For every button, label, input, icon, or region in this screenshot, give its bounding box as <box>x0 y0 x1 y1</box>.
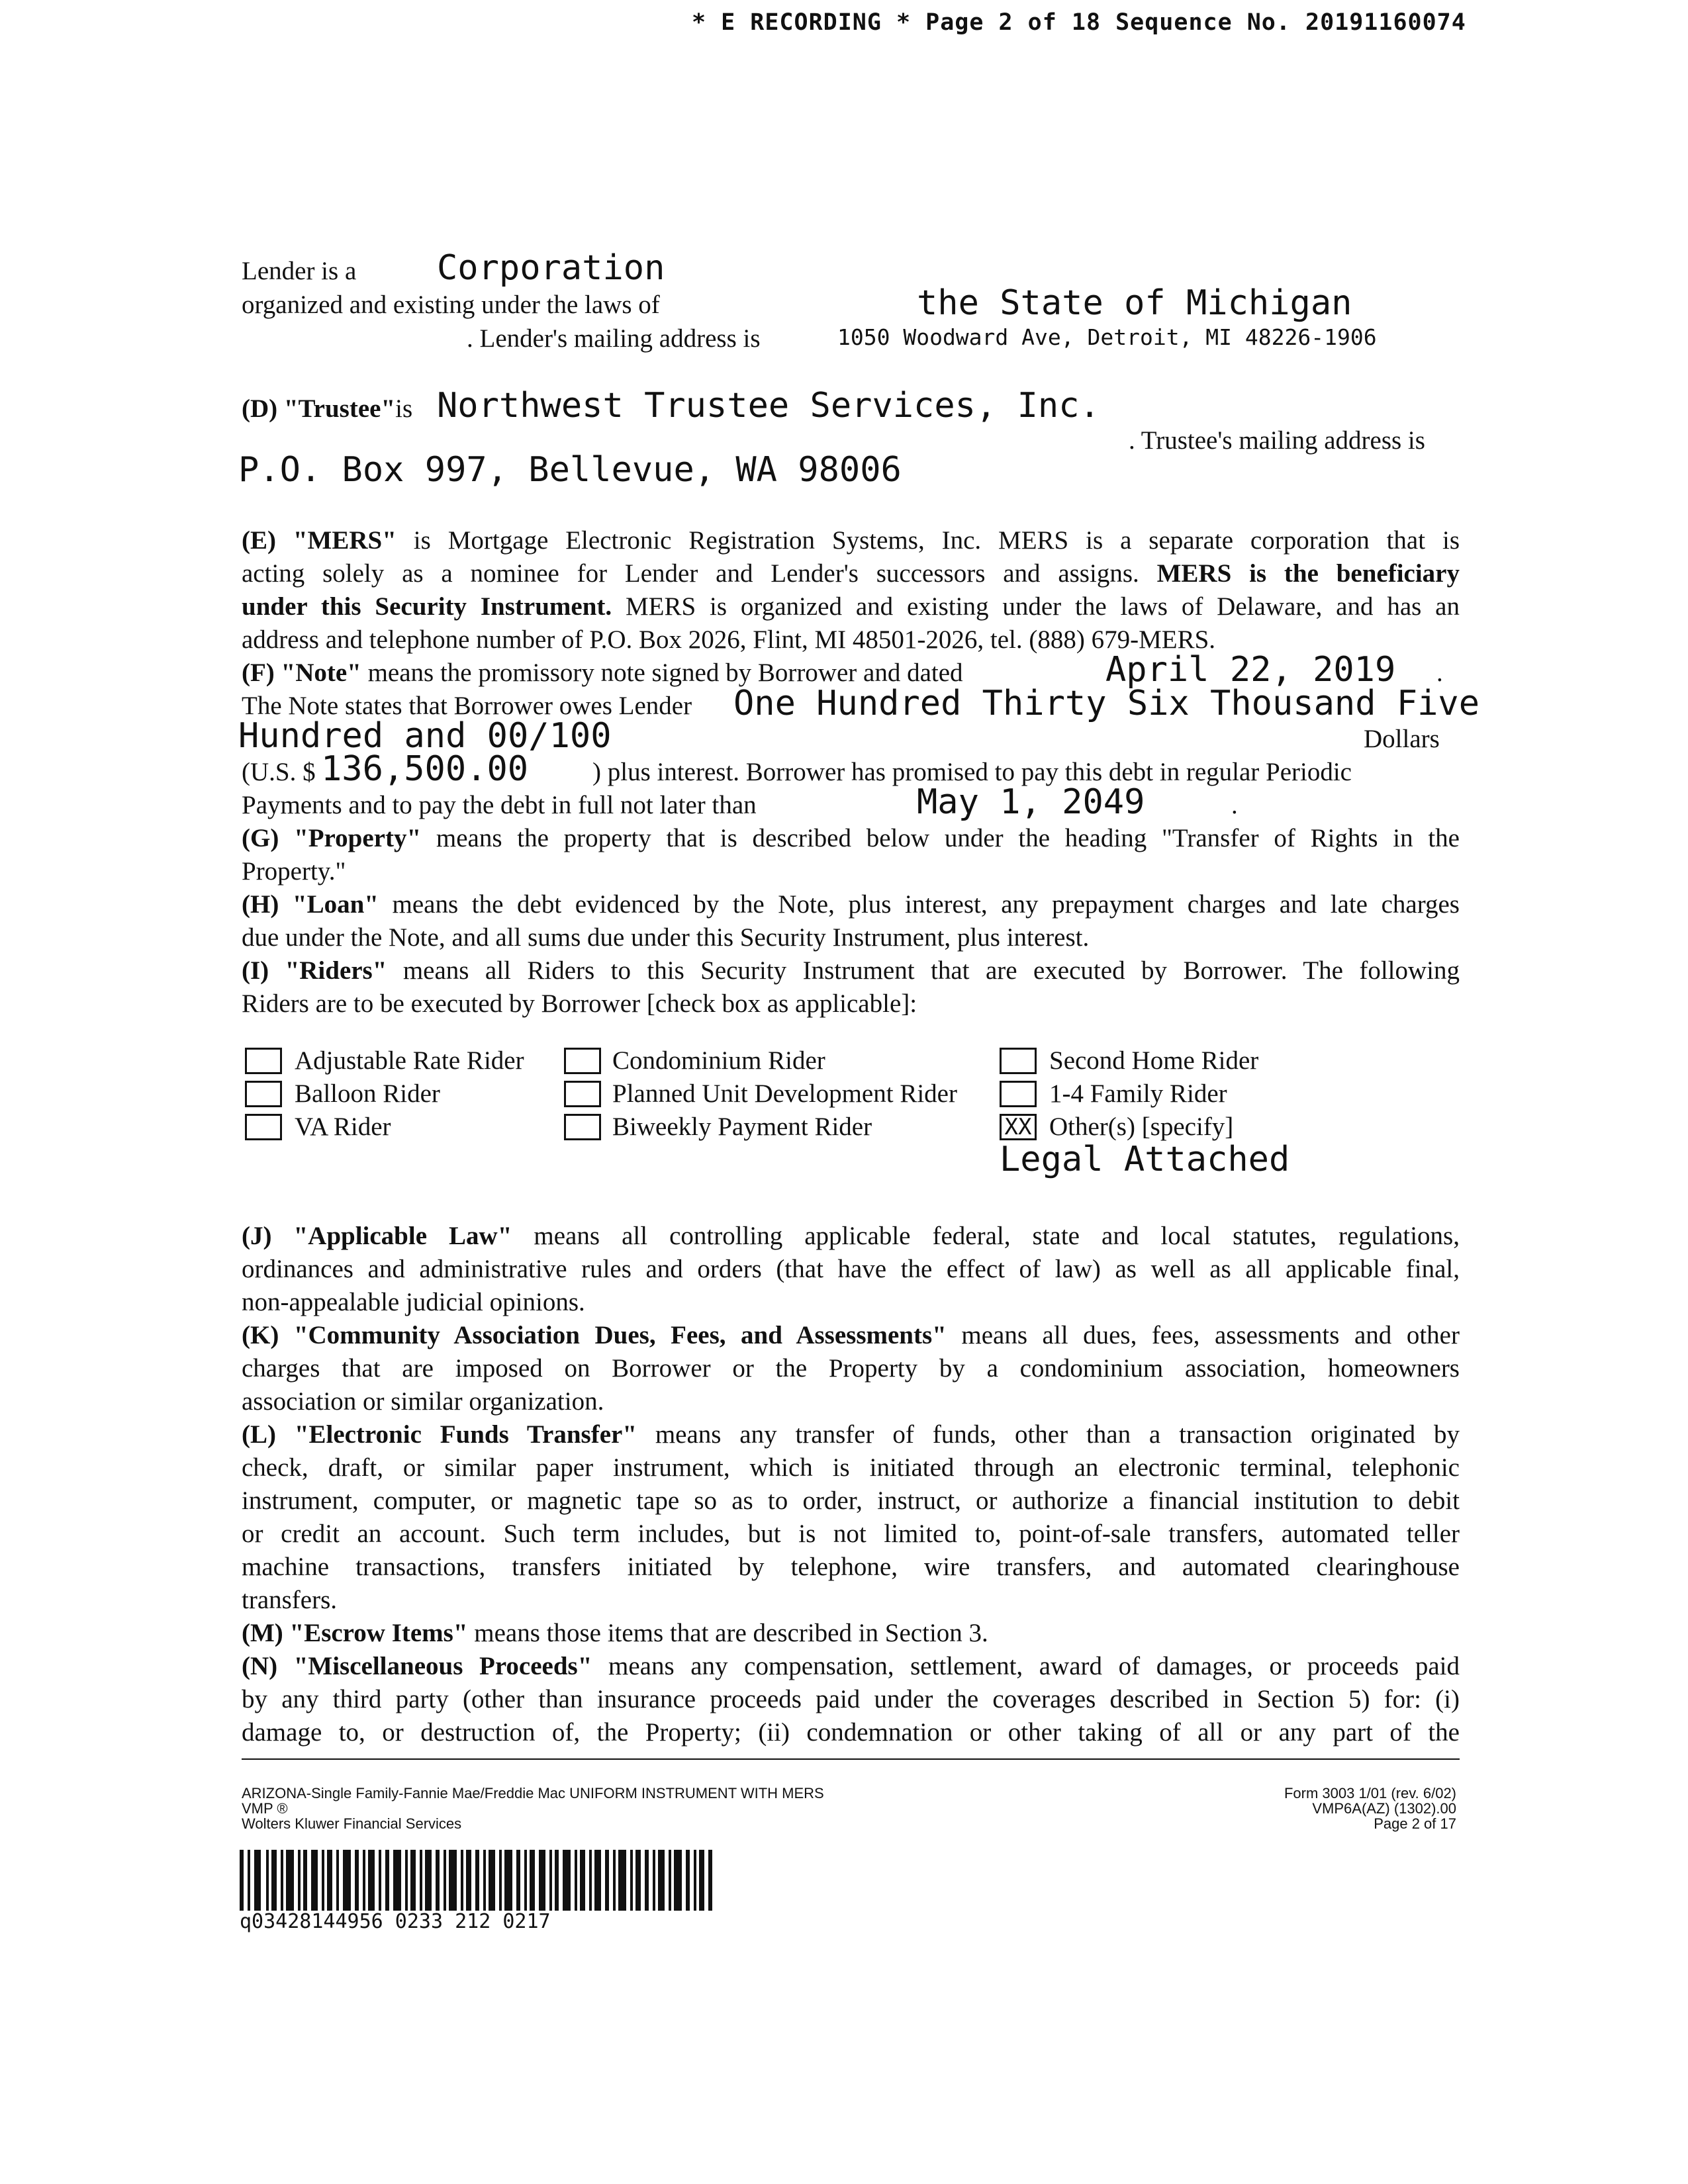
rider-label-adjustable-rate: Adjustable Rate Rider <box>295 1046 524 1075</box>
rider-checkbox-second-home[interactable] <box>1000 1048 1037 1074</box>
trustee-name: Northwest Trustee Services, Inc. <box>437 386 1100 426</box>
rider-label-balloon: Balloon Rider <box>295 1079 440 1108</box>
barcode-graphic <box>240 1850 716 1911</box>
mers-line: address and telephone number of P.O. Box 2026, Flint, MI 48501-2026, tel. (888) 679-MERS. <box>242 625 1216 654</box>
footer-vmp-code: VMP6A(AZ) (1302).00 <box>1312 1800 1456 1817</box>
trustee-label <box>242 392 412 426</box>
rider-checkbox-condominium[interactable] <box>564 1048 601 1074</box>
rider-checkbox-biweekly[interactable] <box>564 1114 601 1140</box>
eft-line: or credit an account. Such term includes, but is not limited to, point-of-sale transfers, automated teller <box>242 1520 1460 1548</box>
rider-checkbox-va[interactable] <box>245 1114 282 1140</box>
rider-label-second-home: Second Home Rider <box>1049 1046 1259 1075</box>
footer-publisher: Wolters Kluwer Financial Services <box>242 1815 462 1832</box>
applicable-law-line: ordinances and administrative rules and orders (that have the effect of law) as well as all applicable final, <box>242 1255 1460 1283</box>
rider-label-biweekly: Biweekly Payment Rider <box>612 1113 872 1141</box>
footer-divider <box>242 1758 1460 1760</box>
loan-line: due under the Note, and all sums due under this Security Instrument, plus interest. <box>242 923 1090 952</box>
note-text-1: means the promissory note signed by Borrower and dated <box>367 659 963 687</box>
lender-type: Corporation <box>437 248 665 288</box>
footer-form-title: ARIZONA-Single Family-Fannie Mae/Freddie Mac UNIFORM INSTRUMENT WITH MERS <box>242 1785 824 1801</box>
note-dollars: Dollars <box>1364 725 1440 753</box>
note-maturity: May 1, 2049 <box>917 782 1145 822</box>
trustee-address: P.O. Box 997, Bellevue, WA 98006 <box>238 450 902 490</box>
rider-label-condominium: Condominium Rider <box>612 1046 825 1075</box>
mers-line: under this Security Instrument. MERS is organized and existing under the laws of Delaware, and has an <box>242 592 1460 621</box>
community-line: association or similar organization. <box>242 1387 604 1416</box>
rider-other-value: Legal Attached <box>1000 1140 1290 1179</box>
property-line: (G) "Property" means the property that is described below under the heading "Transfer of Rights in the <box>242 824 1460 852</box>
note-amount-words-1: One Hundred Thirty Six Thousand Five <box>733 684 1480 723</box>
mers-line: (E) "MERS" is Mortgage Electronic Registration Systems, Inc. MERS is a separate corporation that is <box>242 526 1460 555</box>
trustee-mailing-label: . Trustee's mailing address is <box>1129 426 1425 455</box>
note-amount: 136,500.00 <box>321 749 529 789</box>
trustee-prefix: (D) "Trustee" <box>242 394 396 423</box>
note-text-4: Payments and to pay the debt in full not later than <box>242 791 757 819</box>
rider-label-va: VA Rider <box>295 1113 391 1141</box>
misc-line: (N) "Miscellaneous Proceeds" means any compensation, settlement, award of damages, or proceeds paid <box>242 1652 1460 1680</box>
riders-line: (I) "Riders" means all Riders to this Security Instrument that are executed by Borrower. The following <box>242 956 1460 985</box>
applicable-law-line: (J) "Applicable Law" means all controlling applicable federal, state and local statutes, regulations, <box>242 1222 1460 1250</box>
note-text-2: The Note states that Borrower owes Lender <box>242 692 692 720</box>
lender-mailing-label: . Lender's mailing address is <box>467 324 761 353</box>
applicable-law-line: non-appealable judicial opinions. <box>242 1288 585 1316</box>
loan-line: (H) "Loan" means the debt evidenced by the Note, plus interest, any prepayment charges and late charges <box>242 890 1460 919</box>
note-text-3: ) plus interest. Borrower has promised to pay this debt in regular Periodic <box>592 758 1352 786</box>
rider-checkbox-adjustable-rate[interactable] <box>245 1048 282 1074</box>
rider-label-planned-unit: Planned Unit Development Rider <box>612 1079 957 1108</box>
note-prefix: (F) "Note" <box>242 659 361 687</box>
escrow-line: (M) "Escrow Items" means those items that are described in Section 3. <box>242 1619 988 1647</box>
recording-header: * E RECORDING * Page 2 of 18 Sequence No. 20191160074 <box>692 9 1466 36</box>
misc-line: damage to, or destruction of, the Property; (ii) condemnation or other taking of all or any part of the <box>242 1718 1460 1747</box>
rider-label-one-four-family: 1-4 Family Rider <box>1049 1079 1227 1108</box>
note-date: April 22, 2019 <box>1105 650 1396 690</box>
rider-checkbox-planned-unit[interactable] <box>564 1081 601 1107</box>
trustee-is: is <box>395 394 413 423</box>
note-us-prefix: (U.S. $ <box>242 758 316 786</box>
note-amount-words-2: Hundred and 00/100 <box>238 716 612 756</box>
lender-is-a-label: Lender is a <box>242 257 357 285</box>
footer-vmp: VMP ® <box>242 1800 288 1817</box>
footer-page-number: Page 2 of 17 <box>1374 1815 1456 1832</box>
mers-line: acting solely as a nominee for Lender and Lender's successors and assigns. MERS is the beneficiary <box>242 559 1460 588</box>
lender-address: 1050 Woodward Ave, Detroit, MI 48226-1906 <box>837 324 1377 350</box>
lender-organized-label: organized and existing under the laws of <box>242 291 660 319</box>
eft-line: transfers. <box>242 1586 338 1614</box>
rider-label-other: Other(s) [specify] <box>1049 1113 1234 1141</box>
note-period-2: . <box>1231 791 1238 819</box>
rider-checkbox-balloon[interactable] <box>245 1081 282 1107</box>
barcode-text: q03428144956 0233 212 0217 <box>240 1910 551 1933</box>
lender-state: the State of Michigan <box>917 283 1352 323</box>
eft-line: check, draft, or similar paper instrument, which is initiated through an electronic terminal, telephonic <box>242 1453 1460 1482</box>
note-period: . <box>1436 659 1443 687</box>
community-line: charges that are imposed on Borrower or the Property by a condominium association, homeowners <box>242 1354 1460 1383</box>
eft-line: instrument, computer, or magnetic tape so as to order, instruct, or authorize a financial institution to debit <box>242 1486 1460 1515</box>
footer-form-number: Form 3003 1/01 (rev. 6/02) <box>1284 1785 1456 1801</box>
misc-line: by any third party (other than insurance proceeds paid under the coverages described in Section 5) for: (i) <box>242 1685 1460 1713</box>
rider-checkbox-one-four-family[interactable] <box>1000 1081 1037 1107</box>
community-line: (K) "Community Association Dues, Fees, and Assessments" means all dues, fees, assessments and other <box>242 1321 1460 1349</box>
riders-line: Riders are to be executed by Borrower [check box as applicable]: <box>242 989 917 1018</box>
property-line: Property." <box>242 857 346 886</box>
rider-checkbox-other[interactable]: XX <box>1000 1114 1037 1140</box>
eft-line: machine transactions, transfers initiated by telephone, wire transfers, and automated clearinghouse <box>242 1553 1460 1581</box>
eft-line: (L) "Electronic Funds Transfer" means any transfer of funds, other than a transaction originated by <box>242 1420 1460 1449</box>
